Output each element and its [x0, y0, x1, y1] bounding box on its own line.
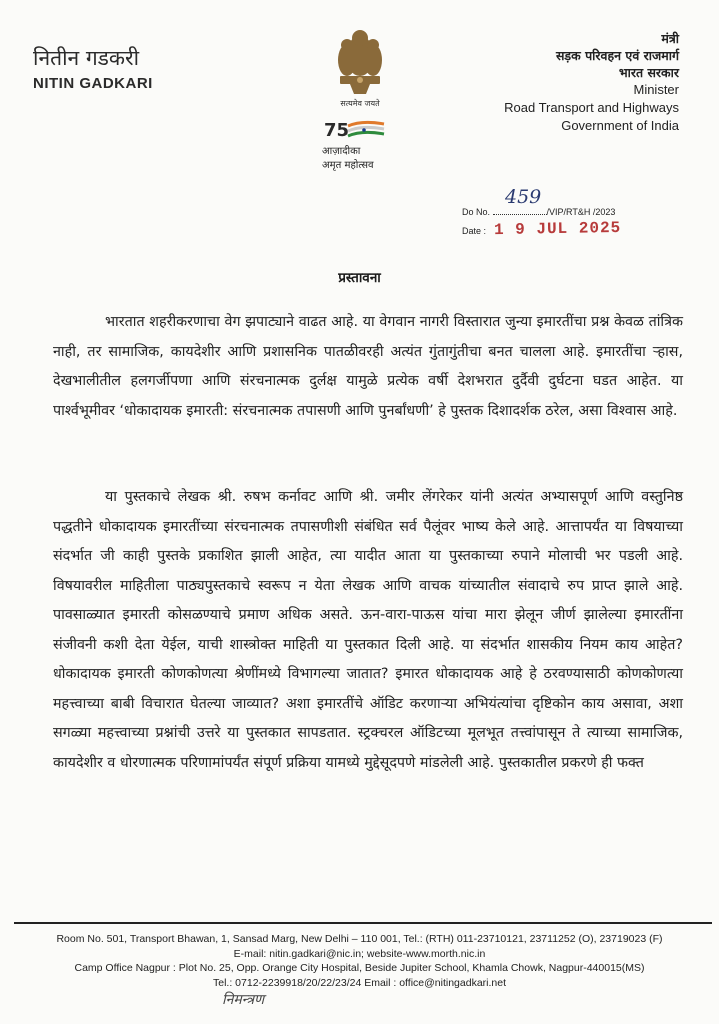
designation-english-3: Government of India	[561, 118, 679, 133]
reference-number	[462, 206, 615, 217]
footer-phone-email: Tel.: 0712-2239918/20/22/23/24 Email : office@nitingadkari.net	[213, 976, 506, 989]
designation-english-2: Road Transport and Highways	[504, 100, 679, 115]
minister-designation-block	[459, 30, 679, 135]
footer-address-delhi: Room No. 501, Transport Bhawan, 1, Sansad Marg, New Delhi – 110 001, Tel.: (RTH) 011-23710121, 23711252 (O), 23719023 (F)	[56, 933, 663, 945]
designation-english-1: Minister	[633, 82, 679, 97]
minister-name-hindi: नितीन गडकरी	[33, 46, 140, 70]
body-paragraph-1: भारतात शहरीकरणाचा वेग झपाट्याने वाढत आहे. या वेगवान नागरी विस्तारात जुन्या इमारतींचा प्रश्न केवळ तांत्रिक नाही, तर सामाजिक, कायदेशीर आणि प्रशासनिक पातळीवरही अत्यंत गुंतागुंतीचा बनत चालला आहे. इमारतींचा ऱ्हास, देखभालीतील हलगर्जीपणा आणि संरचनात्मक दुर्लक्ष यामुळे प्रत्येक वर्षी देशभरात दुर्दैवी दुर्घटना घडत आहेत. या पार्श्वभूमीवर ‘धोकादायक इमारती: संरचनात्मक तपासणी आणि पुनर्बांधणी’ हे पुस्तक दिशादर्शक ठरेल, असा विश्वास आहे.	[53, 314, 683, 419]
footer-contact	[0, 932, 719, 990]
designation-hindi-1: मंत्री	[661, 31, 679, 46]
reference-number-handwritten: 459	[505, 186, 542, 208]
body-paragraph-2: या पुस्तकाचे लेखक श्री. रुषभ कर्नावट आणि श्री. जमीर लेंगरेकर यांनी अत्यंत अभ्यासपूर्ण आणि वस्तुनिष्ठ पद्धतीने धोकादायक इमारतींच्या संरचनात्मक तपासणीशी संबंधित सर्व पैलूंवर भाष्य केले आहे. आत्तापर्यंत या विषयाच्या संदर्भात जी काही पुस्तके प्रकाशित झाली आहेत, त्या यादीत आता या पुस्तकाच्या रुपाने मोलाची भर पडली आहे. विषयावरील माहितीला पाठ्यपुस्तकाचे स्वरूप न येता लेखक आणि वाचक यांच्यातील संवादाचे रुप प्राप्त झाले आहे. पावसाळ्यात इमारती कोसळण्याचे प्रमाण अधिक असते. ऊन-वारा-पाऊस यांचा मारा झेलून जीर्ण झालेल्या इमारतींना संजीवनी कशी देता येईल, याची शास्त्रोक्त माहिती या पुस्तकात दिली आहे. या संदर्भात शासकीय नियम काय आहेत? धोकादायक इमारती कोणकोणत्या श्रेणींमध्ये विभागल्या जातात? इमारत धोकादायक आहे हे ठरवण्यासाठी कोणकोणत्या महत्त्वाच्या बाबी विचारात घेतल्या जाव्यात? अशा इमारतींचे ऑडिट करणाऱ्या अभियंत्यांचा दृष्टिकोन काय असावा, अशा सगळ्या महत्त्वाच्या प्रश्नांची उत्तरे या पुस्तकात सापडतात. स्ट्रक्चरल ऑडिटच्या मूलभूत तत्त्वांपासून ते त्याच्या सामाजिक, कायदेशीर व धोरणात्मक परिणामांपर्यंत संपूर्ण प्रक्रिया यामध्ये मुद्देसूदपणे मांडलेली आहे. पुस्तकातील प्रकरणे ही फक्त	[53, 489, 683, 771]
footer-address-nagpur: Camp Office Nagpur : Plot No. 25, Opp. Orange City Hospital, Beside Jupiter School, Khamla Chowk, Nagpur-440015(MS)	[74, 962, 645, 974]
do-suffix: /VIP/RT&H /2023	[546, 207, 616, 217]
designation-hindi-3: भारत सरकार	[618, 65, 679, 80]
date-label: Date :	[462, 226, 487, 236]
document-title: प्रस्तावना	[338, 270, 381, 286]
footer-divider	[14, 922, 712, 924]
svg-text:अमृत महोत्सव: अमृत महोत्सव	[322, 160, 374, 171]
footer-email-website: E-mail: nitin.gadkari@nic.in; website-www.morth.nic.in	[233, 947, 486, 960]
handwritten-note: निमन्त्रण	[222, 992, 265, 1008]
designation-hindi-2: सड़क परिवहन एवं राजमार्ग	[555, 48, 679, 63]
national-emblem-logo	[320, 18, 400, 173]
do-label: Do No.	[462, 207, 491, 217]
svg-text:सत्यमेव जयते: सत्यमेव जयते	[340, 99, 380, 108]
date-stamp: 1 9 JUL 2025	[493, 218, 622, 240]
svg-text:75: 75	[324, 120, 350, 141]
svg-text:आज़ादीका: आज़ादीका	[322, 146, 361, 157]
minister-name-english: NITIN GADKARI	[33, 75, 153, 92]
